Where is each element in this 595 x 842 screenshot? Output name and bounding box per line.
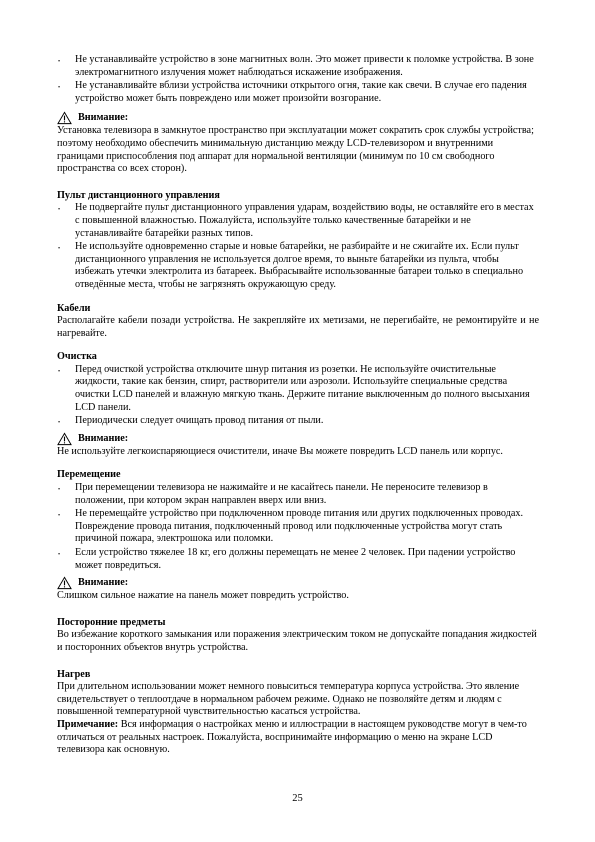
note-text: Вся информация о настройках меню и иллюстрации в настоящем руководстве могут в чем-то отличаться от реальных настроек. Пожалуйста, воспринимайте информацию о меню на экране LCD телевизора как основную. [57,718,527,756]
list-item: • Не устанавливайте устройство в зоне магнитных волн. Это может привести к поломке устройства. В зоне электромагнитного излучения может наблюдаться искажение изображения. [57,54,539,79]
note-label: Примечание: [57,718,119,730]
moving-bullet-list [57,482,539,572]
section-text: Располагайте кабели позади устройства. Не закрепляйте их метизами, не перегибайте, не ремонтируйте и не нагревайте. [57,315,539,339]
warning-text: Установка телевизора в замкнутое пространство при эксплуатации может сократить срок службы устройства; поэтому необходимо обеспечить минимальную дистанцию между LCD-телевизором и внутренними границами приспособления под аппарат для нормальной вентиляции (минимум по 10 см свободного пространства со всех сторон). [57,125,534,175]
section-title: Посторонние предметы [57,616,166,628]
list-item: • Не устанавливайте вблизи устройства источники открытого огня, такие как свечи. В случае его падения устройство может быть повреждено или может произойти возгорание. [57,80,539,105]
page-number: 25 [292,793,303,804]
list-item: • Перед очисткой устройства отключите шнур питания из розетки. Не используйте очистительные жидкости, такие как бензин, спирт, растворители или аэрозоли. Используйте специальные средства очистки LCD панелей и влажную мягкую ткань. Держите питание выключенным до полного высыхания LCD панели. [57,364,539,414]
warning-title: Внимание: [78,432,129,444]
section-text: При длительном использовании может немного повыситься температура корпуса устройства. Это явление свидетельствует о теплоотдаче в нормальном рабочем режиме. Однако не позволяйте детям и людям с повышенной температурной чувствительностью касаться устройства. [57,681,520,718]
warning-heading [57,111,539,125]
warning-heading [57,432,539,446]
list-item: • При перемещении телевизора не нажимайте и не касайтесь панели. Не переносите телевизор в положении, при котором экран направлен вверх или вниз. [57,482,539,507]
section-title: Пульт дистанционного управления [57,189,220,201]
warning-heading [57,576,539,590]
list-item: • Не используйте одновременно старые и новые батарейки, не разбирайте и не сжигайте их. Если пульт дистанционного управления не используется долгое время, то выньте батарейки из пульта, чтобы избежать утечки электролита из батареек. Выбрасывайте использованные батареи только в специально отведённые места, чтобы не загрязнять окружающую среду. [57,241,539,291]
note-paragraph [57,719,539,757]
warning-triangle-icon [57,111,72,125]
list-item: • Не перемещайте устройство при подключенном проводе питания или других подключенных проводах. Повреждение провода питания, подключенный провод или подключенные устройства могут стать причиной пожара, электрошока или поломки. [57,508,539,546]
section-title: Перемещение [57,469,121,481]
section-text: Во избежание короткого замыкания или поражения электрическим током не допускайте попадания жидкостей и посторонних объектов внутрь устройства. [57,629,537,653]
warning-text: Не используйте легкоиспаряющиеся очистители, иначе Вы можете повредить LCD панель или корпус. [57,445,503,457]
warning-triangle-icon [57,432,72,446]
list-item: • Если устройство тяжелее 18 кг, его должны перемещать не менее 2 человек. При падении устройство может повредиться. [57,547,539,572]
document-page [57,54,539,757]
section-title: Кабели [57,302,91,314]
warning-triangle-icon [57,576,72,590]
warning-title: Внимание: [78,576,129,588]
section-title: Очистка [57,351,97,363]
warning-text: Слишком сильное нажатие на панель может повредить устройство. [57,590,349,602]
list-item: • Не подвергайте пульт дистанционного управления ударам, воздействию воды, не оставляйте его в местах с повышенной влажностью. Пожалуйста, используйте только качественные батарейки и не устанавливайте батарейки разных типов. [57,202,539,240]
list-item: • Периодически следует очищать провод питания от пыли. [57,415,539,428]
remote-bullet-list [57,202,539,291]
intro-bullet-list [57,54,539,105]
cleaning-bullet-list [57,364,539,428]
warning-title: Внимание: [78,112,129,124]
section-title: Нагрев [57,668,91,680]
